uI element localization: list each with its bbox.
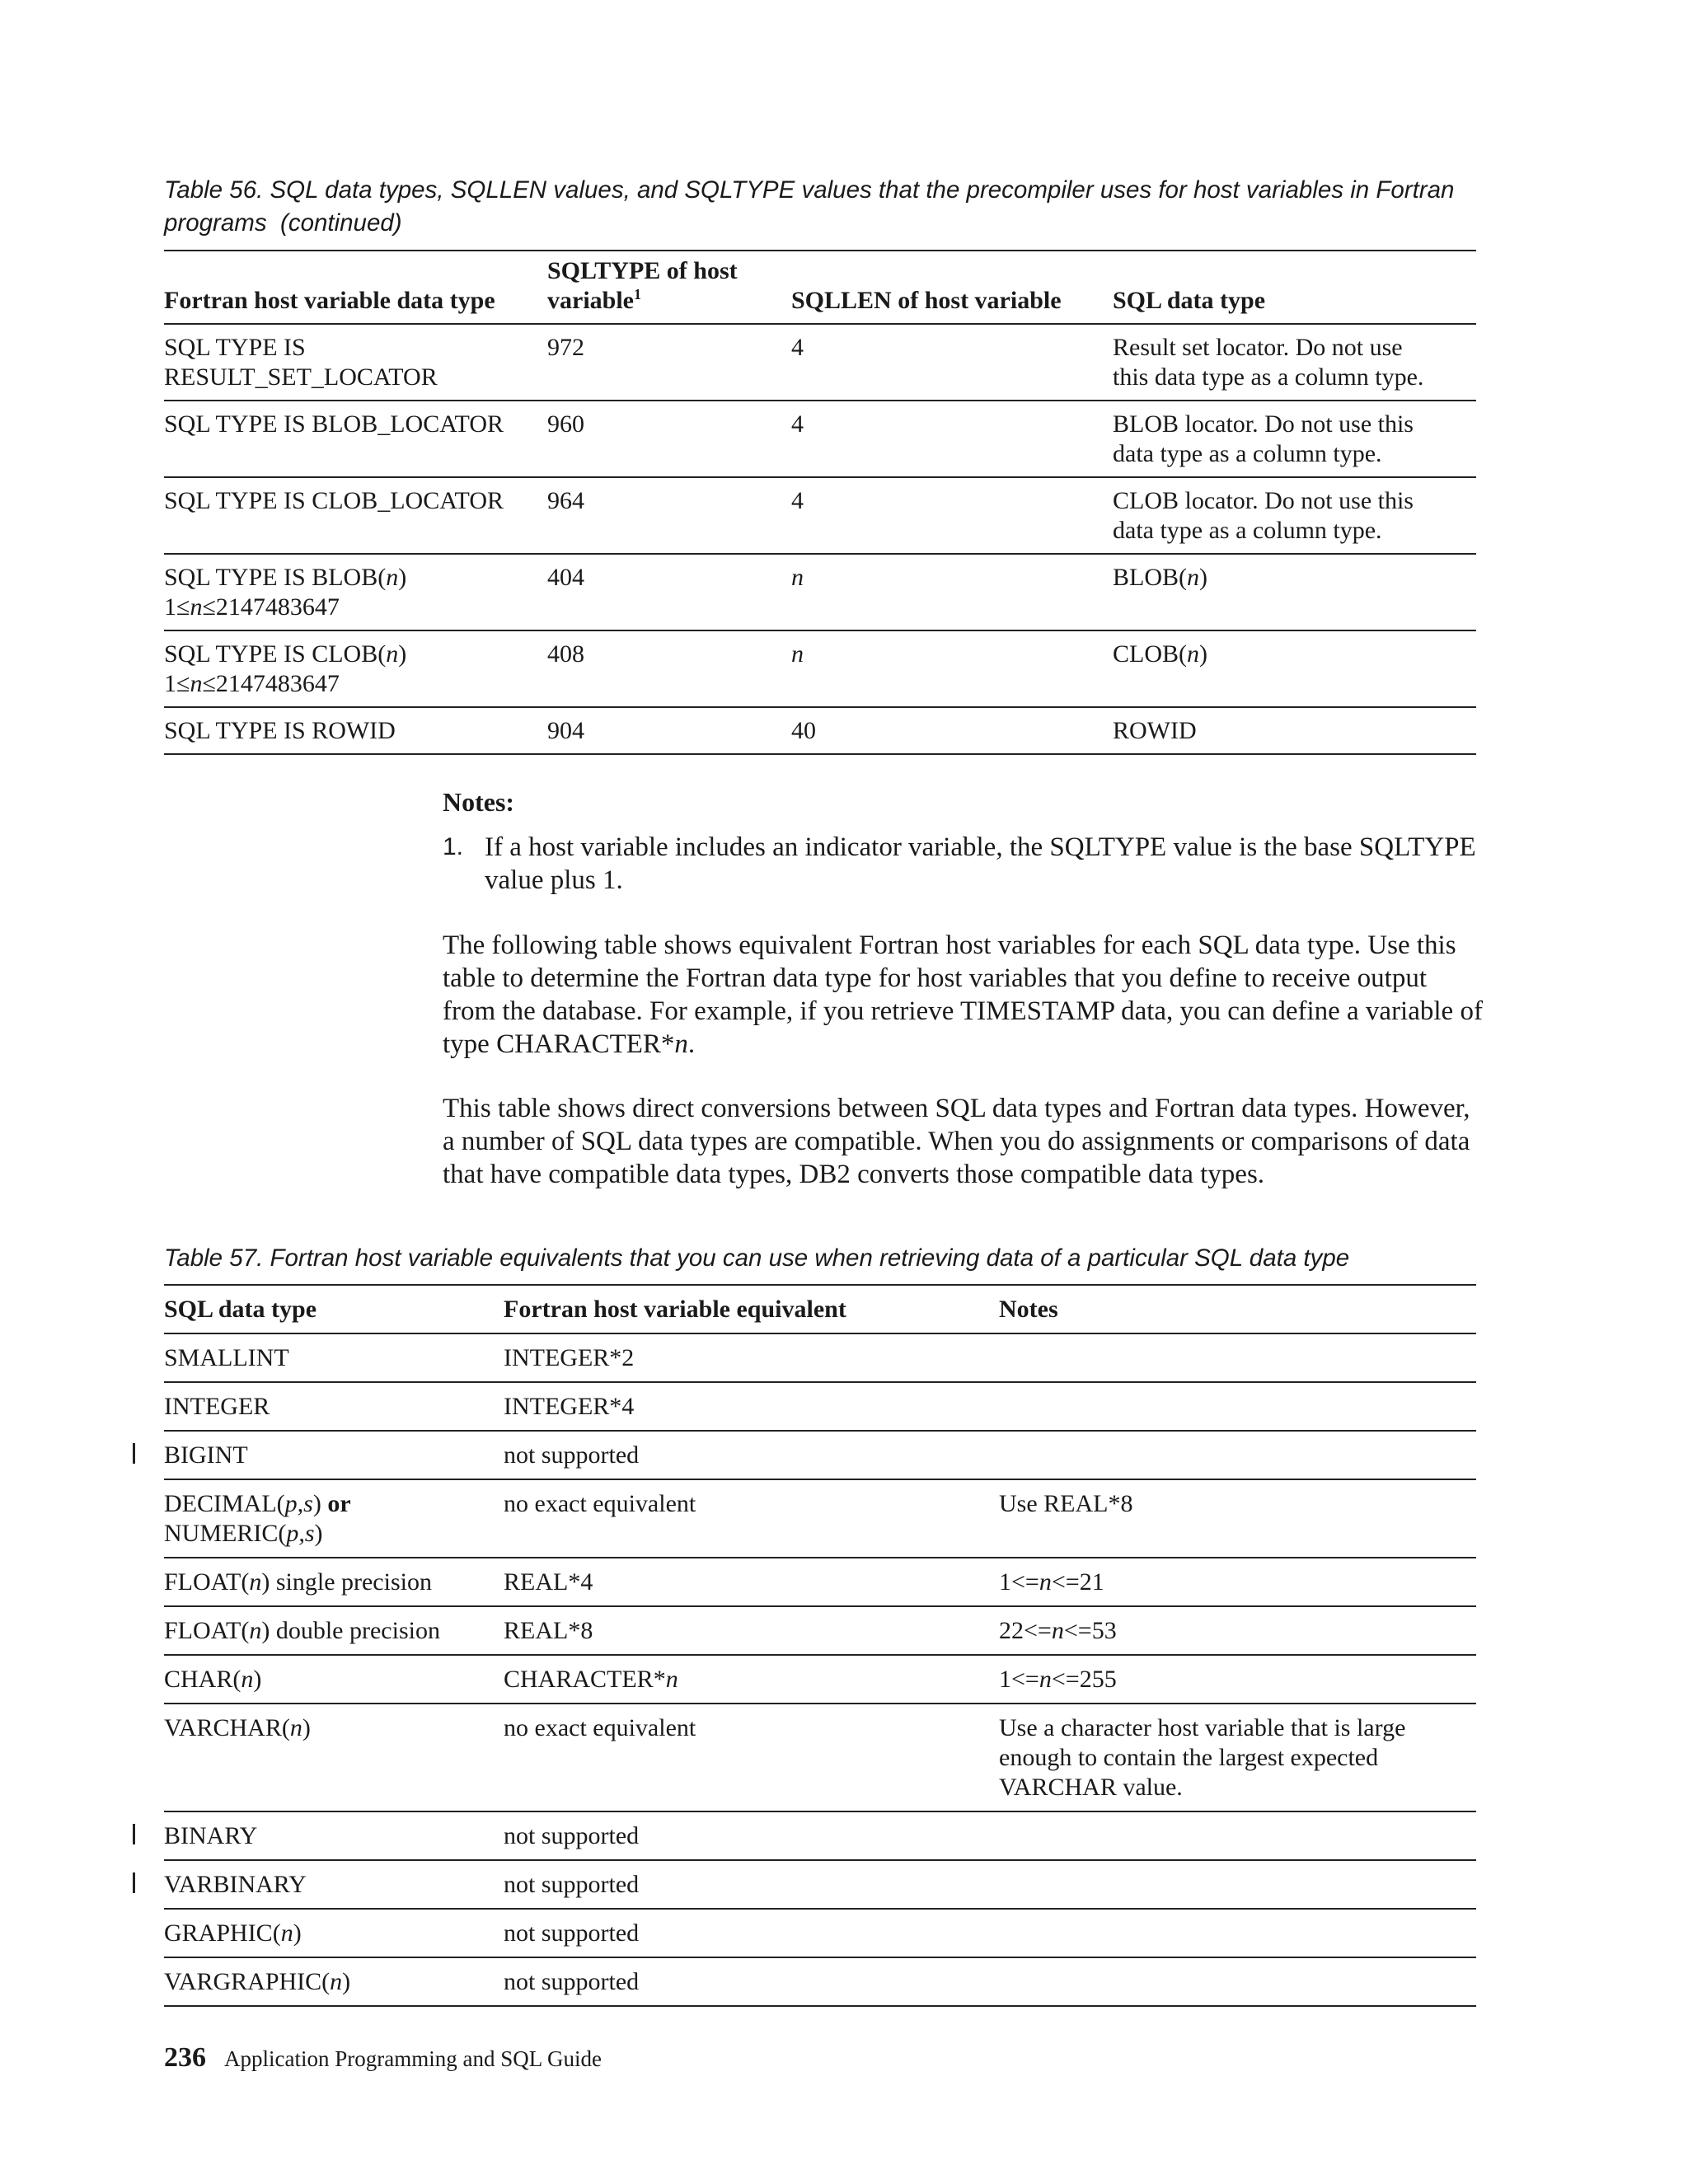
notes-cell: 1<=n<=21 [999, 1558, 1476, 1606]
cell-text: SQL TYPE IS BLOB( [164, 564, 387, 591]
fortran-equivalent-cell: REAL*4 [504, 1558, 999, 1606]
cell-italic: n [1187, 564, 1199, 591]
notes-cell [999, 1860, 1476, 1909]
note-item [443, 831, 1481, 897]
table-56-header-col3: SQLLEN of host variable [791, 251, 1113, 324]
variable-italic: n [1039, 1568, 1052, 1596]
cell-line: data type as a column type. [1113, 440, 1382, 467]
sql-type-cell: INTEGER [164, 1382, 504, 1431]
variable-italic: n [280, 1919, 293, 1947]
cell-text: BIGINT [164, 1441, 248, 1469]
sql-data-type-cell [1113, 324, 1476, 401]
fortran-equivalent-cell: not supported [504, 1811, 999, 1860]
notes-cell: 1<=n<=255 [999, 1655, 1476, 1704]
cell-italic: n [386, 640, 399, 668]
sql-type-cell: DECIMAL(p,s) or NUMERIC(p,s) [164, 1479, 504, 1558]
sql-type-cell [164, 1431, 504, 1479]
notes-cell [999, 1333, 1476, 1382]
fortran-equivalent-cell: REAL*8 [504, 1606, 999, 1655]
sql-type-cell: CHAR(n) [164, 1655, 504, 1704]
variable-italic: p,s [286, 1520, 315, 1547]
page-footer [164, 2042, 602, 2074]
sqllen-cell: n [791, 630, 1113, 707]
cell-text: ) [398, 564, 407, 591]
variable-italic: n [289, 1714, 302, 1741]
sql-data-type-cell [1113, 630, 1476, 707]
cell-italic: n [386, 564, 399, 591]
cell-text: VARBINARY [164, 1871, 307, 1898]
table-row [164, 1558, 1476, 1606]
table-row [164, 1957, 1476, 2006]
cell-italic: n [190, 593, 203, 621]
variable-italic: n [330, 1968, 343, 1995]
notes-cell [999, 1811, 1476, 1860]
sqllen-cell: 4 [791, 477, 1113, 554]
sqllen-cell: 4 [791, 324, 1113, 401]
notes-cell: 22<=n<=53 [999, 1606, 1476, 1655]
cell-line: BLOB locator. Do not use this [1113, 410, 1414, 438]
sql-type-cell: GRAPHIC(n) [164, 1909, 504, 1957]
cell-text: BINARY [164, 1822, 258, 1849]
variable-italic: n [1051, 1617, 1064, 1644]
variable-italic: n [1039, 1666, 1052, 1693]
fortran-type-cell [164, 630, 547, 707]
notes-heading: Notes: [443, 787, 515, 817]
fortran-equivalent-cell: not supported [504, 1431, 999, 1479]
sql-type-cell: FLOAT(n) single precision [164, 1558, 504, 1606]
fortran-type-cell: SQL TYPE IS ROWID [164, 707, 547, 754]
sql-data-type-cell [1113, 477, 1476, 554]
sql-data-type-cell: ROWID [1113, 707, 1476, 754]
table-56-header-col2 [547, 251, 791, 324]
sqllen-cell: 40 [791, 707, 1113, 754]
table-57-header-col3: Notes [999, 1285, 1476, 1333]
variable-italic: n [249, 1617, 262, 1644]
table-row [164, 324, 1476, 401]
variable-italic: n [249, 1568, 262, 1596]
cell-text: 1≤ [164, 670, 190, 697]
cell-line: this data type as a column type. [1113, 363, 1424, 391]
cell-text: ) [1199, 640, 1207, 668]
notes-cell: Use REAL*8 [999, 1479, 1476, 1558]
notes-cell: Use a character host variable that is large enough to contain the largest expected VARCHAR value. [999, 1704, 1476, 1811]
table-56-header-col2-text: SQLTYPE of host variable [547, 257, 738, 314]
sqltype-cell: 964 [547, 477, 791, 554]
change-bar [133, 1872, 135, 1893]
fortran-type-cell [164, 554, 547, 630]
table-row [164, 401, 1476, 477]
note-number: 1. [443, 833, 464, 860]
table-row [164, 1479, 1476, 1558]
cell-text: ≤2147483647 [202, 670, 340, 697]
fortran-equivalent-cell: not supported [504, 1860, 999, 1909]
table-row [164, 1704, 1476, 1811]
fortran-type-cell [164, 324, 547, 401]
book-title: Application Programming and SQL Guide [224, 2046, 602, 2071]
page-number: 236 [164, 2042, 206, 2073]
variable-italic: n [665, 1666, 678, 1693]
fortran-type-cell: SQL TYPE IS CLOB_LOCATOR [164, 477, 547, 554]
table-57-header-row [164, 1285, 1476, 1333]
footnote-ref-1: 1 [634, 286, 641, 302]
cell-italic: n [190, 670, 203, 697]
cell-text: ) [1199, 564, 1207, 591]
fortran-equivalent-cell: not supported [504, 1957, 999, 2006]
sql-type-cell: VARCHAR(n) [164, 1704, 504, 1811]
table-57-caption: Table 57. Fortran host variable equivalents that you can use when retrieving data of a particular SQL data type [164, 1244, 1350, 1272]
table-row [164, 554, 1476, 630]
sql-type-cell [164, 1811, 504, 1860]
notes-cell [999, 1382, 1476, 1431]
sqltype-cell: 904 [547, 707, 791, 754]
fortran-equivalent-cell: no exact equivalent [504, 1479, 999, 1558]
cell-text: CLOB( [1113, 640, 1187, 668]
or-keyword: or [327, 1490, 351, 1517]
table-row [164, 1860, 1476, 1909]
sql-type-cell: VARGRAPHIC(n) [164, 1957, 504, 2006]
cell-text: ≤2147483647 [202, 593, 340, 621]
notes-cell [999, 1957, 1476, 2006]
cell-line: SQL TYPE IS [164, 334, 306, 361]
table-56-caption-text: Table 56. SQL data types, SQLLEN values, and SQLTYPE values that the precompiler uses for host variables in Fortran programs [164, 176, 1455, 237]
table-57 [164, 1284, 1476, 2007]
cell-line: Result set locator. Do not use [1113, 334, 1403, 361]
fortran-equivalent-cell: no exact equivalent [504, 1704, 999, 1811]
sqllen-cell: n [791, 554, 1113, 630]
fortran-equivalent-cell: INTEGER*4 [504, 1382, 999, 1431]
sqltype-cell: 408 [547, 630, 791, 707]
table-row [164, 1606, 1476, 1655]
cell-text: ) [398, 640, 407, 668]
cell-line: RESULT_SET_LOCATOR [164, 363, 438, 391]
table-row [164, 1431, 1476, 1479]
fortran-type-cell: SQL TYPE IS BLOB_LOCATOR [164, 401, 547, 477]
sql-type-cell: SMALLINT [164, 1333, 504, 1382]
fortran-equivalent-cell: CHARACTER*n [504, 1655, 999, 1704]
notes-cell [999, 1431, 1476, 1479]
sqltype-cell: 960 [547, 401, 791, 477]
paragraph-1-text: The following table shows equivalent Fortran host variables for each SQL data type. Use this table to determine the Fortran data type for host variables that you define to receive output from the database. For example, if you retrieve TIMESTAMP data, you can define a variable of type CHARACTER* [443, 930, 1483, 1059]
sql-data-type-cell [1113, 401, 1476, 477]
cell-text: BLOB( [1113, 564, 1187, 591]
table-56-caption-continued: (continued) [280, 209, 402, 237]
table-row [164, 1382, 1476, 1431]
table-row [164, 1811, 1476, 1860]
fortran-equivalent-cell: INTEGER*2 [504, 1333, 999, 1382]
variable-italic: p,s [284, 1490, 313, 1517]
variable-italic: n [241, 1666, 254, 1693]
sql-type-cell [164, 1860, 504, 1909]
cell-line: CLOB locator. Do not use this [1113, 487, 1414, 514]
table-row [164, 707, 1476, 754]
table-57-header-col1: SQL data type [164, 1285, 504, 1333]
table-56-header-col4: SQL data type [1113, 251, 1476, 324]
change-bar [133, 1443, 135, 1464]
table-56-header-row [164, 251, 1476, 324]
table-row [164, 477, 1476, 554]
table-row [164, 1655, 1476, 1704]
cell-text: 1≤ [164, 593, 190, 621]
cell-line: data type as a column type. [1113, 517, 1382, 544]
paragraph-1-italic: n [674, 1029, 688, 1059]
sqltype-cell: 972 [547, 324, 791, 401]
table-row [164, 630, 1476, 707]
table-row [164, 1333, 1476, 1382]
sqltype-cell: 404 [547, 554, 791, 630]
paragraph-1-end: . [687, 1029, 696, 1059]
table-57-header-col2: Fortran host variable equivalent [504, 1285, 999, 1333]
change-bar [133, 1824, 135, 1844]
cell-text: SQL TYPE IS CLOB( [164, 640, 387, 668]
sqllen-cell: 4 [791, 401, 1113, 477]
paragraph-1 [443, 929, 1483, 1061]
notes-cell [999, 1909, 1476, 1957]
table-56 [164, 250, 1476, 755]
cell-italic: n [1187, 640, 1199, 668]
note-text: If a host variable includes an indicator variable, the SQLTYPE value is the base SQLTYPE value plus 1. [485, 832, 1476, 895]
sql-type-cell: FLOAT(n) double precision [164, 1606, 504, 1655]
table-56-header-col1: Fortran host variable data type [164, 251, 547, 324]
fortran-equivalent-cell: not supported [504, 1909, 999, 1957]
table-row [164, 1909, 1476, 1957]
sql-data-type-cell [1113, 554, 1476, 630]
table-56-caption [164, 174, 1483, 240]
paragraph-2: This table shows direct conversions between SQL data types and Fortran data types. However, a number of SQL data types are compatible. When you do assignments or comparisons of data that have compatible data types, DB2 converts those compatible data types. [443, 1094, 1470, 1189]
